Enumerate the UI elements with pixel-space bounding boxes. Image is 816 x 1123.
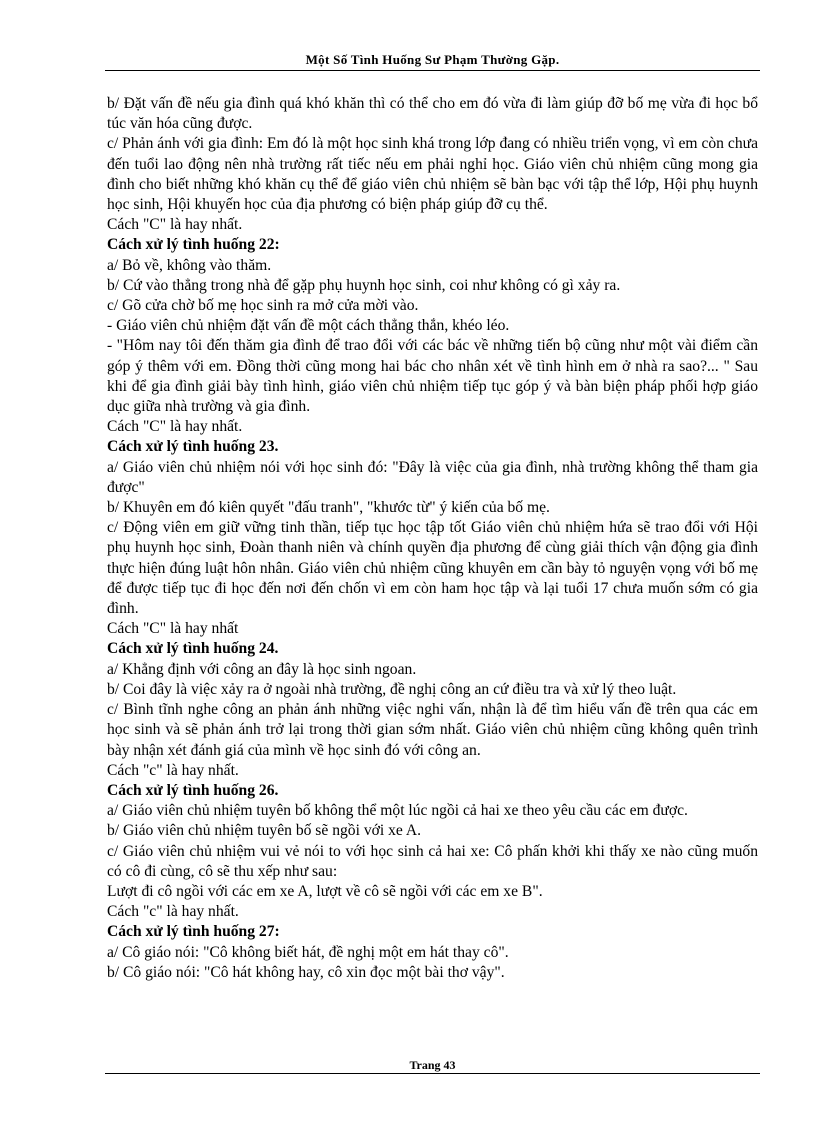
paragraph: Cách "C" là hay nhất.	[107, 216, 243, 234]
section-heading: Cách xử lý tình huống 27:	[107, 923, 280, 941]
paragraph: Cách "c" là hay nhất.	[107, 761, 239, 779]
paragraph: b/ Khuyên em đó kiên quyết "đấu tranh", "khước từ" ý kiến của bố mẹ.	[107, 499, 550, 517]
document-body	[107, 94, 758, 983]
page-header-title: Một Số Tình Huống Sư Phạm Thường Gặp.	[305, 52, 560, 67]
paragraph: b/ Coi đây là việc xảy ra ở ngoài nhà trường, đề nghị công an cứ điều tra và xử lý theo luật.	[107, 680, 677, 698]
paragraph: c/ Giáo viên chủ nhiệm vui vẻ nói to với học sinh cả hai xe: Cô phấn khởi khi thấy xe nào cũng muốn có cô đi cùng, cô sẽ thu xếp như sau:	[107, 842, 758, 880]
paragraph: Lượt đi cô ngồi với các em xe A, lượt về cô sẽ ngồi với các em xe B".	[107, 882, 543, 900]
paragraph: Cách "C" là hay nhất.	[107, 418, 243, 436]
paragraph: a/ Bỏ về, không vào thăm.	[107, 256, 272, 274]
paragraph: c/ Động viên em giữ vững tinh thần, tiếp tục học tập tốt Giáo viên chủ nhiệm hứa sẽ trao đổi với Hội phụ huynh học sinh, Đoàn thanh niên và chính quyền địa phương để cùng giải thích vận động gia đình thực hiện đúng luật hôn nhân. Giáo viên chủ nhiệm cũng khuyên em cần bày tỏ nguyện vọng với bố mẹ để được tiếp tục đi học đến nơi đến chốn vì em còn ham học tập và lại tuổi 17 chưa muốn sớm có gia đình.	[107, 519, 758, 618]
section-heading: Cách xử lý tình huống 23.	[107, 438, 279, 456]
paragraph: b/ Giáo viên chủ nhiệm tuyên bố sẽ ngồi với xe A.	[107, 822, 422, 840]
paragraph: b/ Đặt vấn đề nếu gia đình quá khó khăn thì có thể cho em đó vừa đi làm giúp đỡ bố mẹ vừa đi học bổ túc văn hóa cũng được.	[107, 95, 758, 133]
footer-divider	[105, 1073, 760, 1074]
paragraph: a/ Khẳng định với công an đây là học sinh ngoan.	[107, 660, 417, 678]
paragraph: c/ Bình tĩnh nghe công an phản ánh những việc nghi vấn, nhận là để tìm hiểu vấn đề trên qua các em học sinh và sẽ phản ánh trở lại trong thời gian sớm nhất. Giáo viên chủ nhiệm cũng không quên trình bày nhận xét đánh giá của mình về học sinh đó với công an.	[107, 701, 758, 759]
section-heading: Cách xử lý tình huống 22:	[107, 236, 280, 254]
paragraph: a/ Giáo viên chủ nhiệm nói với học sinh đó: "Đây là việc của gia đình, nhà trường không thể tham gia được"	[107, 458, 758, 496]
paragraph: Cách "C" là hay nhất	[107, 620, 239, 638]
paragraph: - "Hôm nay tôi đến thăm gia đình để trao đổi với các bác về những tiến bộ cũng như một vài điểm cần góp ý thêm với em. Đồng thời cũng mong hai bác cho nhân xét về tình hình em ở nhà ra sao?... " Sau khi để gia đình giải bày tình hình, giáo viên chủ nhiệm tiếp tục góp ý và bàn biện pháp phối hợp giáo dục giữa nhà trường và gia đình.	[107, 337, 758, 416]
header-divider	[105, 70, 760, 71]
paragraph: c/ Gõ cửa chờ bố mẹ học sinh ra mở cửa mời vào.	[107, 297, 419, 315]
paragraph: Cách "c" là hay nhất.	[107, 903, 239, 921]
paragraph: a/ Giáo viên chủ nhiệm tuyên bố không thể một lúc ngồi cả hai xe theo yêu cầu các em được.	[107, 802, 688, 820]
paragraph: b/ Cô giáo nói: "Cô hát không hay, cô xin đọc một bài thơ vậy".	[107, 963, 505, 981]
paragraph: a/ Cô giáo nói: "Cô không biết hát, đề nghị một em hát thay cô".	[107, 943, 509, 961]
section-heading: Cách xử lý tình huống 26.	[107, 781, 279, 799]
page-number: Trang 43	[409, 1058, 456, 1072]
paragraph: b/ Cứ vào thẳng trong nhà để gặp phụ huynh học sinh, coi như không có gì xảy ra.	[107, 276, 621, 294]
section-heading: Cách xử lý tình huống 24.	[107, 640, 279, 658]
paragraph: c/ Phản ánh với gia đình: Em đó là một học sinh khá trong lớp đang có nhiều triển vọng, vì em còn chưa đến tuổi lao động nên nhà trường rất tiếc nếu em phải nghỉ học. Giáo viên chủ nhiệm cũng mong gia đình cho biết những khó khăn cụ thể để giáo viên chủ nhiệm sẽ bàn bạc với tập thể lớp, Hội phụ huynh học sinh, Hội khuyến học của địa phương có biện pháp giúp đỡ cụ thể.	[107, 135, 758, 214]
paragraph: - Giáo viên chủ nhiệm đặt vấn đề một cách thẳng thắn, khéo léo.	[107, 317, 510, 335]
